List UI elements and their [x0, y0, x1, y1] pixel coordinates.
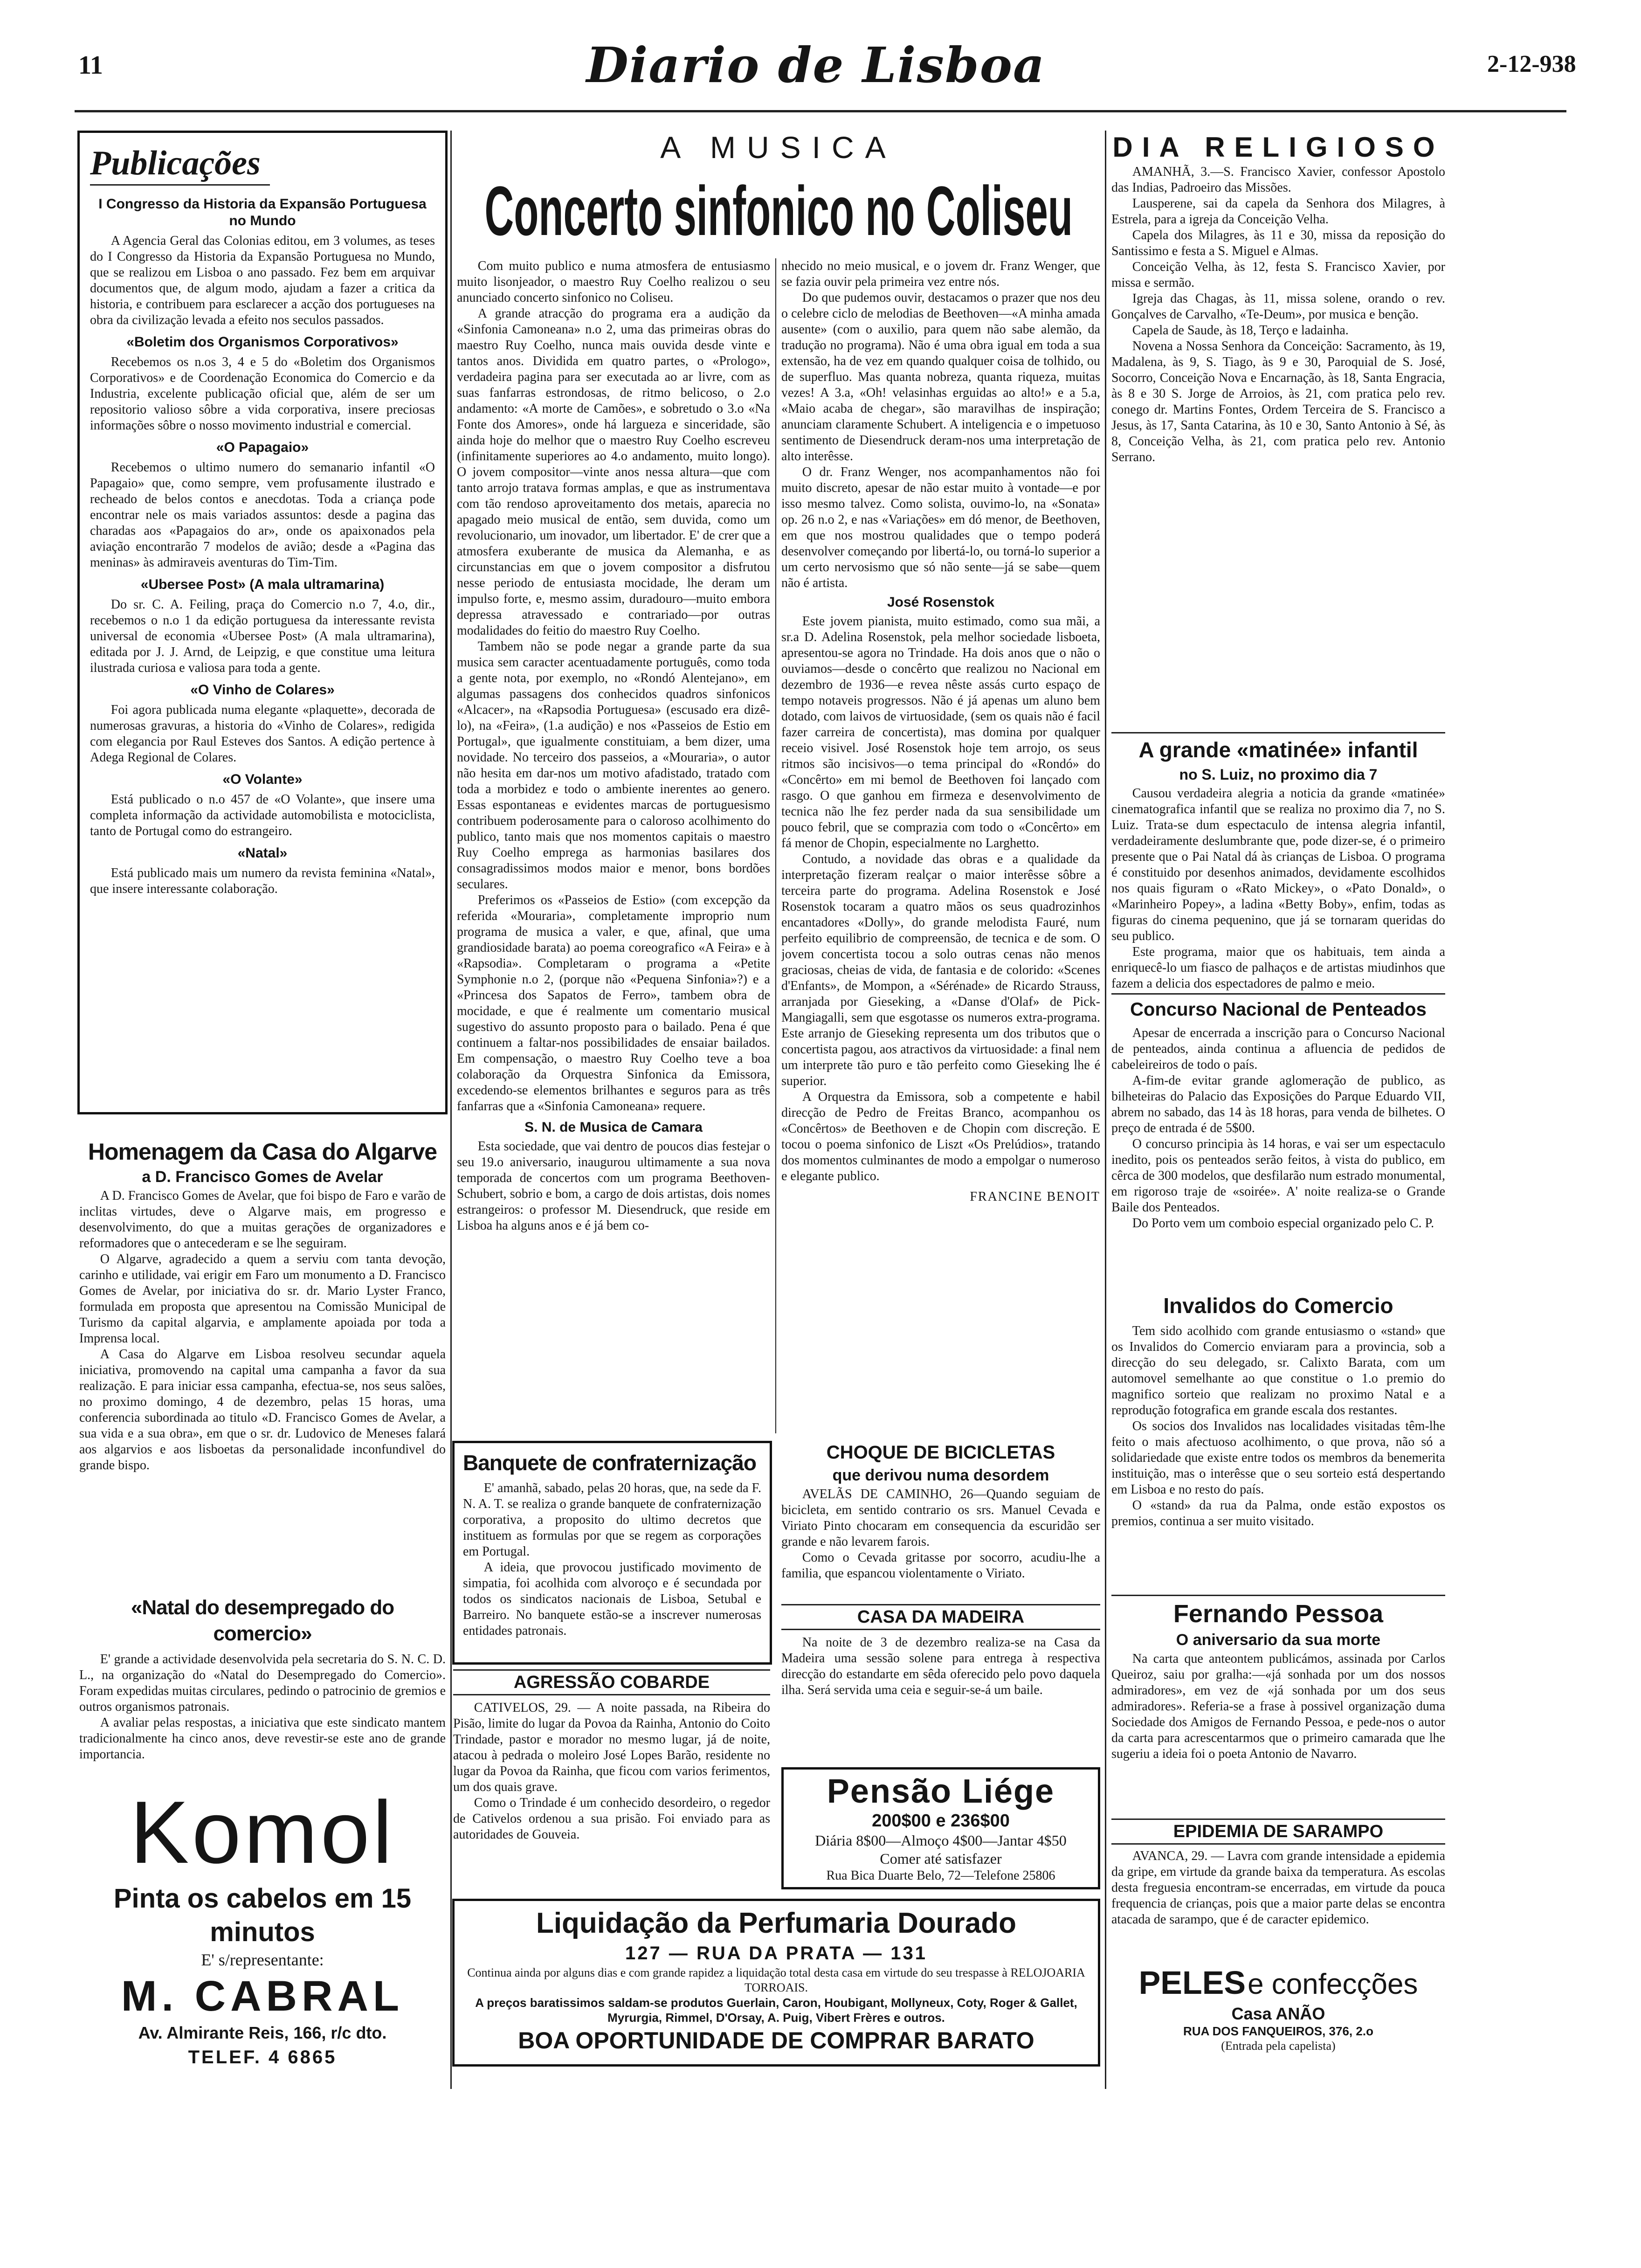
pensao-prices: 200$00 e 236$00 — [872, 1811, 1010, 1831]
penteados-paragraph: Apesar de encerrada a inscrição para o Concurso Nacional de penteados, ainda continua a afluencia de pedidos de cabeleireiros de todo o país. — [1111, 1026, 1445, 1072]
column-rule — [1105, 131, 1106, 2089]
rosenstok-paragraph: A Orquestra da Emissora, sob a competente e habil direcção de Pedro de Freitas Branco, acompanhou os «Concêrtos» de Beethoven e de Chopin com discreção. E tocou o poema sinfonico de Liszt «Os Prelúdios», tratando dos momentos culminantes de modo a empolgar o numeroso e elegante publico. — [781, 1090, 1100, 1183]
issue-date: 2-12-938 — [1487, 51, 1576, 77]
column-rule — [450, 131, 452, 2089]
penteados-paragraph: O concurso principia às 14 horas, e vai ser um espectaculo inedito, pois os penteados serão feitos, à vista do publico, em cêrca de 300 modelos, que desfilarão num estrado monumental, em rigoroso traje de «soirée». A' noite realiza-se o Grande Baile dos Penteados. — [1111, 1137, 1445, 1215]
camara-paragraph: Esta sociedade, que vai dentro de poucos dias festejar o seu 19.o aniversario, inaugurou ultimamente a sua nova temporada de concertos com um programa Beethoven-Schubert, sobrio e bom, a cargo de dois artistas, dois nomes estrangeiros: o professor M. Diesendruck, que reside em Lisboa ha alguns anos e é já bem co- — [457, 1139, 770, 1233]
banquete-paragraph: A ideia, que provocou justificado movimento de simpatia, foi acolhida com alvoroço e é secundada por todos os sindicatos nacionais de Lisboa, Setubal e Barreiro. No banquete estão-se a inscrever numerosas entidades patronais. — [463, 1560, 761, 1638]
invalidos-paragraph: Tem sido acolhido com grande entusiasmo o «stand» que os Invalidos do Comercio enviaram para a provincia, sob a direcção do seu delegado, sr. Calixto Barata, com um automovel semelhante ao que constitue o 1.o premio do magnifico sorteio que realizam no proximo Natal e a reprodução fotografica em grande escala dos restantes. — [1111, 1324, 1445, 1418]
pensao-address: Rua Bica Duarte Belo, 72—Telefone 25806 — [826, 1868, 1055, 1883]
sarampo-paragraph: AVANCA, 29. — Lavra com grande intensidade a epidemia da gripe, em virtude da grande baixa da temperatura. As escolas desta freguesia encontram-se encerradas, em virtude da pouca frequencia de crianças, pois que a maior parte delas se encontra atacada de sarampo, que é de caracter epidemico. — [1111, 1849, 1445, 1927]
peles-ad — [1111, 1963, 1445, 2066]
pessoa-title: Fernando Pessoa — [1111, 1595, 1445, 1629]
pub-text-boletim: Recebemos os n.os 3, 4 e 5 do «Boletim dos Organismos Corporativos» e de Coordenação Economica do Comercio e da Industria, excelente publicação oficial que, além de ser um repositorio valioso sôbre a vida corporativa, insere preciosas informações sôbre o nosso movimento industrial e comercial. — [90, 355, 435, 433]
musica-paragraph: Tambem não se pode negar a grande parte da sua musica sem caracter acentuadamente português, como toda a gente nota, por exemplo, no «Rondó Alentejano», em algumas passagens dos conhecidos quadros sinfonicos «Alcacer», na «Rapsodia Portuguesa» (escusado era dizê-lo), na «Feira», (1.a audição) e nos «Passeios de Estio em Portugal», que igualmente constituiam, a bem dizer, uma novidade. No terceiro dos passeios, a «Mouraria», o autor não hesita em dar-nos um motivo afadistado, tratado com toda a morbidez e todo o ambiente inerentes ao genero. Essas espontaneas e evidentes marcas de portuguesismo contribuem poderosamente para o caloroso acolhimento do publico, tanto mais que nos momentos capitais o maestro Ruy Coelho emprega as harmonias basilares dos consagradissimos modos maior e menor, bons bordões seculares. — [457, 639, 770, 892]
rosenstok-paragraph: Contudo, a novidade das obras e a qualidade da interpretação fizeram realçar o maior interêsse sôbre a terceira parte do programa. Adelina Rosenstok e José Rosenstok tocaram a quatro mãos os seus quadrozinhos encantadores «Dolly», do grande melodista Fauré, num perfeito equilibrio de compreensão, de tecnica e de som. O jovem concertista tocou a solo outras cenas não menos graciosas, cheias de vida, de fantasia e de colorido: «Scenes d'Enfants», de Mompon, a «Sérénade» de Ricardo Strauss, arranjada por Gieseking, a «Danse d'Olaf» de Pick-Mangiagalli, sem que esgotasse os numeros extra-programa. Este arranjo de Gieseking representa um dos tributos que o concertista pagou, aos atractivos da virtuosidade: a final nem um interprete tão puro e tão perfeito como Gieseking lhe é superior. — [781, 852, 1100, 1088]
natal-desempregado-paragraph: A avaliar pelas respostas, a iniciativa que este sindicato mantem tradicionalmente ha cinco anos, deve revestir-se este ano de grande importancia. — [79, 1715, 446, 1762]
musica-paragraph: nhecido no meio musical, e o jovem dr. Franz Wenger, que se fazia ouvir pela primeira vez entre nós. — [781, 259, 1100, 289]
rosenstok-title: José Rosenstok — [887, 595, 995, 610]
matinee-article — [1111, 732, 1445, 993]
peles-address: RUA DOS FANQUEIROS, 376, 2.o — [1183, 2024, 1373, 2038]
peles-word: PELES — [1138, 1964, 1246, 2001]
perfumaria-title: Liquidação da Perfumaria Dourado — [536, 1907, 1017, 1939]
agressao-article — [453, 1669, 770, 1888]
publicacoes-box — [77, 131, 448, 1114]
dia-religioso-title: DIA RELIGIOSO — [1112, 131, 1444, 163]
natal-desempregado-paragraph: E' grande a actividade desenvolvida pela secretaria do S. N. C. D. L., na organização do «Natal do Desempregado do Comercio». Foram expedidas muitas circulares, pedindo o patrocinio de gremios e outros organismos patronais. — [79, 1652, 446, 1714]
perfumaria-line-2: A preços baratissimos saldam-se produtos Guerlain, Caron, Houbigant, Mollyneux, Coty, Roger & Gallet, Myrurgia, Rimmel, D'Orsay, A. Puig, Vibert Frères e outros. — [475, 1996, 1077, 2025]
agressao-paragraph: Como o Trindade é um conhecido desordeiro, o regedor de Cativelos ordenou a sua prisão. Foi enviado para as autoridades de Gouveia. — [453, 1796, 770, 1842]
matinee-title: A grande «matinée» infantil — [1111, 732, 1445, 763]
pub-heading-congresso: I Congresso da Historia da Expansão Portuguesa no Mundo — [98, 196, 427, 228]
pensao-ad — [781, 1767, 1100, 1889]
peles-headline — [1111, 1963, 1445, 2004]
madeira-article — [781, 1604, 1100, 1758]
komol-brand: Komol — [130, 1786, 395, 1882]
madeira-paragraph: Na noite de 3 de dezembro realiza-se na Casa da Madeira uma sessão solene para entrega à respectiva direcção do estandarte em sêda oferecido pelo povo daquela ilha. Será servida uma ceia e seguir-se-á um baile. — [781, 1635, 1100, 1697]
musica-paragraph: A grande atracção do programa era a audição da «Sinfonia Camoneana» n.o 2, uma das primeiras obras do maestro Ruy Coelho, nunca mais ouvida desde vinte e tantos anos. Dividida em quatro partes, o «Prologo», verdadeira pagina para ser executada ao ar livre, com as suas fanfarras estrondosas, de ritmo belicoso, o 2.o andamento: «A morte de Camões», e sobretudo o 3.o «Na Fonte dos Amores», onde há largueza e sinceridade, são ainda hoje do melhor que o maestro Ruy Coelho escreveu (infinitamente superiores ao 4.o andamento, muito longo). O jovem compositor—vinte anos nessa altura—que com tanto arrojo tratava formas amplas, e que as instrumentava com tão rendoso aproveitamento dos metais, aparecia no apagado meio musical de então, sem duvida, como um revolucionario, um inovador, um libertador. E' de crer que a atmosfera exuberante de musica da Alemanha, e as circunstancias em que o jovem compositor a disfrutou nesse periodo de entusiasta mocidade, lhe deram um impulso forte, e, mesmo assim, duradouro—muito embora depressa atravessado e contrariado—por outras modalidades do feitio do maestro Ruy Coelho. — [457, 306, 770, 638]
column-rule — [775, 258, 776, 1433]
algarve-article — [79, 1138, 446, 1585]
bicicletas-subtitle: que derivou numa desordem — [832, 1466, 1049, 1484]
peles-house: Casa ANÃO — [1231, 2004, 1325, 2023]
algarve-paragraph: O Algarve, agradecido a quem a serviu com tanta devoção, carinho e utilidade, vai erigir em Faro um monumento a D. Francisco Gomes de Avelar, por iniciativa do sr. dr. Mario Lyster Franco, formulada em proposta que apresentou na Comissão Municipal de Turismo da capital algarvia, e amplamente apoiada por toda a Imprensa local. — [79, 1252, 446, 1346]
musica-paragraph: Do que pudemos ouvir, destacamos o prazer que nos deu o celebre ciclo de melodias de Beethoven—«A minha amada ausente» (com o auxilio, para quem não sabe alemão, da tradução no programa). Não é uma obra igual em toda a sua extensão, ha de vez em quando qualquer coisa de tolhido, ou de superfluo. Mas quanta nobreza, quanta riqueza, muitas vezes! A 3.a, «Oh! velasinhas erguidas ao alto!» e a 5.a, «Maio acaba de chegar», são maravilhas de inspiração; anunciam claramente Schubert. A inteligencia e o impetuoso sentimento de Diesendruck deram-nos uma interpretação de alto interêsse. — [781, 290, 1100, 463]
pensao-meals: Diária 8$00—Almoço 4$00—Jantar 4$50 — [815, 1832, 1067, 1849]
perfumaria-slogan: BOA OPORTUNIDADE DE COMPRAR BARATO — [518, 2027, 1034, 2054]
pensao-slogan: Comer até satisfazer — [880, 1850, 1002, 1867]
bicicletas-title: CHOQUE DE BICICLETAS — [826, 1442, 1055, 1463]
musica-paragraph: O dr. Franz Wenger, nos acompanhamentos não foi muito discreto, apesar de não estar muito à vontade—e por isso mesmo talvez. Como solista, ouvimo-lo, na «Sonata» op. 26 n.o 2, e nas «Variações» em dó menor, de Beethoven, em que nos mostrou qualidades que o tempo poderá desenvolver começando por libertá-lo, ou torná-lo superior a um certo nervosismo que só não sente—já se sabe—quem não é artista. — [781, 465, 1100, 590]
musica-title: Concerto sinfonico no Coliseu — [484, 172, 1073, 250]
camara-title: S. N. de Musica de Camara — [524, 1120, 703, 1135]
pub-text-papagaio: Recebemos o ultimo numero do semanario infantil «O Papagaio» que, como sempre, vem profusamente ilustrado e recheado de belos contos e anecdotas. Toda a criança pode encontrar nele os mais variados assuntos: desde a pagina das charadas aos «Papagaios do ar», onde os apaixonados pela aviação encontrarão 7 modelos de avião; desde a «Pagina das meninas» às admiraveis aventuras do Tim-Tim. — [90, 460, 435, 570]
page-number: 11 — [78, 51, 103, 80]
newspaper-title: Diario de Lisboa — [586, 36, 1046, 94]
dia-religioso-article — [1111, 131, 1445, 727]
musica-kicker: A MUSICA — [660, 130, 897, 165]
komol-slogan: Pinta os cabelos em 15 minutos — [113, 1883, 412, 1947]
algarve-paragraph: A Casa do Algarve em Lisboa resolveu secundar aquela iniciativa, promovendo na capital uma campanha a favor da sua realização. E para iniciar essa campanha, efectua-se, nos seus salões, no proximo domingo, 4 de dezembro, pelas 15 horas, uma conferencia subordinada ao titulo «D. Francisco Gomes de Avelar, a sua vida e a sua obra», em que o sr. dr. Ludovico de Meneses falará aos algarvios e aos lisboetas da personalidade inconfundivel do grande bispo. — [79, 1347, 446, 1473]
pub-heading-boletim: «Boletim dos Organismos Corporativos» — [126, 334, 399, 350]
musica-paragraph: Com muito publico e numa atmosfera de entusiasmo muito lisonjeador, o maestro Ruy Coelho realizou o seu anunciado concerto sinfonico no Coliseu. — [457, 259, 770, 305]
bicicletas-paragraph: AVELÃS DE CAMINHO, 26—Quando seguiam de bicicleta, em sentido contrario os srs. Manuel Cevada e Viriato Pinto chocaram em consequencia da escuridão ser grande e não levarem farois. — [781, 1487, 1100, 1549]
pub-text-natal: Está publicado mais um numero da revista feminina «Natal», que insere interessante colaboração. — [90, 866, 435, 896]
publicacoes-title: Publicações — [90, 142, 270, 186]
pub-heading-volante: «O Volante» — [222, 772, 303, 787]
pub-text-colares: Foi agora publicada numa elegante «plaquette», decorada de numerosas gravuras, a historia do «Vinho de Colares», redigida com elegancia por Raul Esteves dos Santos. A edição pertence à Adega Regional de Colares. — [90, 703, 435, 765]
penteados-paragraph: A-fim-de evitar grande aglomeração de publico, as bilheteiras do Palacio das Exposições do Parque Eduardo VII, abrem no sabado, das 14 às 18 horas, para venda de bilhetes. O preço de entrada é de 5$00. — [1111, 1073, 1445, 1135]
pub-text-volante: Está publicado o n.o 457 de «O Volante», que insere uma completa informação da actividade automobilista e motociclista, tanto de Portugal como do estrangeiro. — [90, 792, 435, 838]
komol-phone: TELEF. 4 6865 — [188, 2047, 337, 2067]
komol-rep-label: E' s/representante: — [201, 1950, 324, 1969]
banquete-box — [452, 1441, 772, 1665]
perfumaria-address: 127 — RUA DA PRATA — 131 — [625, 1943, 927, 1964]
komol-ad — [79, 1786, 446, 2084]
perfumaria-ad — [452, 1899, 1100, 2067]
pub-heading-natal: «Natal» — [237, 845, 288, 861]
banquete-paragraph: E' amanhã, sabado, pelas 20 horas, que, na sede da F. N. A. T. se realiza o grande banquete de confraternização corporativa, a proposito do ultimo decretos que instituem as formulas por que se regem as corporações em Portugal. — [463, 1481, 761, 1559]
musica-column-1 — [457, 258, 770, 1433]
invalidos-title: Invalidos do Comercio — [1163, 1293, 1393, 1318]
musica-paragraph: Preferimos os «Passeios de Estio» (com excepção da referida «Mouraria», completamente improprio num programa de musica a valer, e que, afinal, que uma grandiosidade barata) ao poema coreografico «A Feira» e à «Rapsodia». Completaram o programa a «Petite Symphonie n.o 2, (porque não «Pequena Sinfonia»?) e a «Princesa dos Sapatos de Ferro», tambem obra de mocidade, e que é realmente um comentario musical sugestivo do assunto proposto para o bailado. Pena é que continuem a faltar-nos possibilidades de ensaiar bailados. Em compensação, o maestro Ruy Coelho teve a boa colaboração da Orquestra Sinfonica da Emissora, excedendo-se elementos brilhantes e seguros para as três fanfarras que a «Sinfonia Camoneana» requere. — [457, 893, 770, 1113]
matinee-paragraph: Este programa, maior que os habituais, tem ainda a enriquecê-lo um fiasco de palhaços e de artistas miudinhos que fazem a delicia dos espectadores de palmo e meio. — [1111, 945, 1445, 991]
komol-rep-name: M. CABRAL — [121, 1972, 404, 2020]
musica-signature: FRANCINE BENOIT — [970, 1189, 1100, 1204]
madeira-title: CASA DA MADEIRA — [781, 1604, 1100, 1630]
natal-desempregado-title: «Natal do desempregado do comercio» — [131, 1596, 394, 1645]
invalidos-paragraph: Os socios dos Invalidos nas localidades visitadas têm-lhe feito o mais afectuoso acolhimento, o que prova, não só a solidariedade que existe entre todos os membros da benemerita instituição, mas o interêsse que o seu sorteio está despertando em Lisboa e no resto do país. — [1111, 1419, 1445, 1497]
dia-religioso-paragraph: Conceição Velha, às 12, festa S. Francisco Xavier, por missa e sermão. — [1111, 260, 1445, 290]
dia-religioso-paragraph: Capela de Saude, às 18, Terço e ladainha. — [1132, 323, 1349, 338]
pensao-name: Pensão Liége — [827, 1773, 1055, 1810]
matinee-paragraph: Causou verdadeira alegria a noticia da grande «matinée» cinematografica infantil que se realiza no proximo dia 7, no S. Luiz. Trata-se dum espectaculo de intensa alegria infantil, verdadeiramente deslumbrante que, pode dizer-se, é o primeiro presente que o Pai Natal dá às crianças de Lisboa. O programa é constituido por desenhos animados, devidamente escolhidos nos quais figuram o «Rato Mickey», o «Pato Donald», o «Marinheiro Popey», a ladina «Betty Boby», enfim, todas as figuras do cinema pequenino, que já se tornaram queridas do seu publico. — [1111, 786, 1445, 943]
dia-religioso-paragraph: Capela dos Milagres, às 11 e 30, missa da reposição do Santissimo e festa a S. Miguel e Almas. — [1111, 228, 1445, 258]
pub-heading-ubersee: «Ubersee Post» (A mala ultramarina) — [140, 577, 385, 592]
musica-title-wrap — [457, 170, 1100, 254]
sarampo-title: EPIDEMIA DE SARAMPO — [1111, 1819, 1445, 1845]
pessoa-article — [1111, 1595, 1445, 1814]
algarve-title: Homenagem da Casa do Algarve — [88, 1139, 437, 1165]
peles-entrance: (Entrada pela capelista) — [1221, 2039, 1336, 2053]
algarve-subtitle: a D. Francisco Gomes de Avelar — [142, 1168, 383, 1186]
bicicletas-paragraph: Como o Cevada gritasse por socorro, acudiu-lhe a familia, que espancou violentamente o Viriato. — [781, 1550, 1100, 1581]
pessoa-subtitle: O aniversario da sua morte — [1176, 1631, 1381, 1649]
dia-religioso-paragraph: Novena a Nossa Senhora da Conceição: Sacramento, às 19, Madalena, às 9, S. Tiago, às 9 e 30, Paroquial de S. José, Socorro, Conceição Nova e Encarnação, às 18, Santa Engracia, às 8 e 30 S. Jorge de Arroios, às 21, com pratica pelo rev. conego dr. Martins Fontes, Ordem Terceira de S. Francisco a Jesus, às 17, Santa Catarina, às 10 e 30, Santo Antonio à Sé, às 8, Conceição Velha, às 21, com pratica pelo rev. Antonio Serrano. — [1111, 339, 1445, 464]
penteados-title: Concurso Nacional de Penteados — [1111, 993, 1445, 1022]
pub-heading-papagaio: «O Papagaio» — [216, 440, 309, 455]
natal-desempregado-body — [79, 1652, 446, 1763]
masthead-rule — [75, 110, 1566, 112]
penteados-article — [1111, 993, 1445, 1292]
algarve-body — [79, 1188, 446, 1473]
penteados-paragraph: Do Porto vem um comboio especial organizado pelo C. P. — [1132, 1216, 1434, 1231]
masthead — [0, 0, 1641, 117]
banquete-title: Banquete de confraternização — [463, 1451, 756, 1475]
peles-confeccoes: e confecções — [1248, 1968, 1418, 2000]
sarampo-article — [1111, 1819, 1445, 1958]
agressao-title: AGRESSÃO COBARDE — [453, 1669, 770, 1695]
pub-heading-colares: «O Vinho de Colares» — [190, 682, 335, 698]
agressao-paragraph: CATIVELOS, 29. — A noite passada, na Ribeira do Pisão, limite do lugar da Povoa da Rainha, Antonio do Coito Trindade, pastor e morador no mesmo lugar, já de noite, atacou à pedrada o moleiro José Lopes Barão, residente no lugar da Povoa da Rainha, que ficou com varios ferimentos, um dos quais grave. — [453, 1701, 770, 1794]
matinee-subtitle: no S. Luiz, no proximo dia 7 — [1179, 766, 1378, 783]
bicicletas-article — [781, 1441, 1100, 1595]
komol-address: Av. Almirante Reis, 166, r/c dto. — [138, 2023, 387, 2042]
pessoa-paragraph: Na carta que anteontem publicámos, assinada por Carlos Queiroz, saiu por gralha:—«já sonhada por um dos nossos admiradores», em vez de «já sonhada por um dos seus admiradores». Referia-se a frase à possivel organização duma Sociedade dos Amigos de Fernando Pessoa, e pede-nos o autor da carta para acrescentarmos que o primeiro camarada que lhe sugeriu a ideia foi o poeta Antonio de Navarro. — [1111, 1652, 1445, 1761]
dia-religioso-paragraph: Igreja das Chagas, às 11, missa solene, orando o rev. Gonçalves de Carvalho, «Te-Deum», por musica e benção. — [1111, 291, 1445, 322]
invalidos-article — [1111, 1292, 1445, 1590]
dia-religioso-paragraph: AMANHÃ, 3.—S. Francisco Xavier, confessor Apostolo das Indias, Padroeiro das Missões. — [1111, 165, 1445, 195]
pub-text-congresso: A Agencia Geral das Colonias editou, em 3 volumes, as teses do I Congresso da Historia da Expansão Portuguesa no Mundo, que se realizou em Lisboa o ano passado. Fez bem em arquivar documentos que, de algum modo, ajudam a fazer a critica da historia, e contribuem para esclarecer a acção dos portugueses na obra da civilização levada a efeito nos seculos passados. — [90, 234, 435, 327]
algarve-paragraph: A D. Francisco Gomes de Avelar, que foi bispo de Faro e varão de inclitas virtudes, deve o Algarve mais, em progresso e desenvolvimento, do que a muitas gerações de organizadores e reformadores que o antecederam e se lhe seguiram. — [79, 1189, 446, 1251]
rosenstok-paragraph: Este jovem pianista, muito estimado, como sua mãi, a sr.a D. Adelina Rosenstok, pela melhor sociedade lisboeta, apresentou-se agora no Trindade. Ha dois anos que o não o ouviamos—desde o concêrto que realizou no Nacional em dezembro de 1936—e revea nêste assás curto espaço de tempo notaveis progressos. Não é já apenas um aluno bem dotado, com laivos de virtuosidade, (sem os quais não é facil fazer carreira de concertista), mas domina por qualquer receio visivel. José Rosenstok hoje tem arrojo, os seus ritmos são incisivos—o tema principal do «Rondó» do «Concêrto» em mi bemol de Beethoven foi lançado com rasgo. O que ganhou em firmeza e desenvolvimento de tecnica não lhe fez perder nada da sua sensibilidade um pouco febril, que se comprazia com todo o «Concêrto» em fá menor de Chopin, especialmente no Larghetto. — [781, 614, 1100, 850]
pub-text-ubersee: Do sr. C. A. Feiling, praça do Comercio n.o 7, 4.o, dir., recebemos o n.o 1 da edição portuguesa da interessante revista universal de economia «Ubersee Post» (A mala ultramarina), editada por J. J. Arnd, de Leipzig, e que constitue uma leitura ilustrada curiosa e valiosa para toda a gente. — [90, 597, 435, 675]
musica-column-2 — [781, 258, 1100, 1433]
dia-religioso-paragraph: Lausperene, sai da capela da Senhora dos Milagres, à Estrela, para a igreja da Conceição Velha. — [1111, 196, 1445, 227]
invalidos-paragraph: O «stand» da rua da Palma, onde estão expostos os premios, continua a ser muito visitado. — [1111, 1498, 1445, 1528]
perfumaria-line-1: Continua ainda por alguns dias e com grande rapidez a liquidação total desta casa em virtude do seu trespasse à RELOJOARIA TORROAIS. — [467, 1966, 1085, 1994]
